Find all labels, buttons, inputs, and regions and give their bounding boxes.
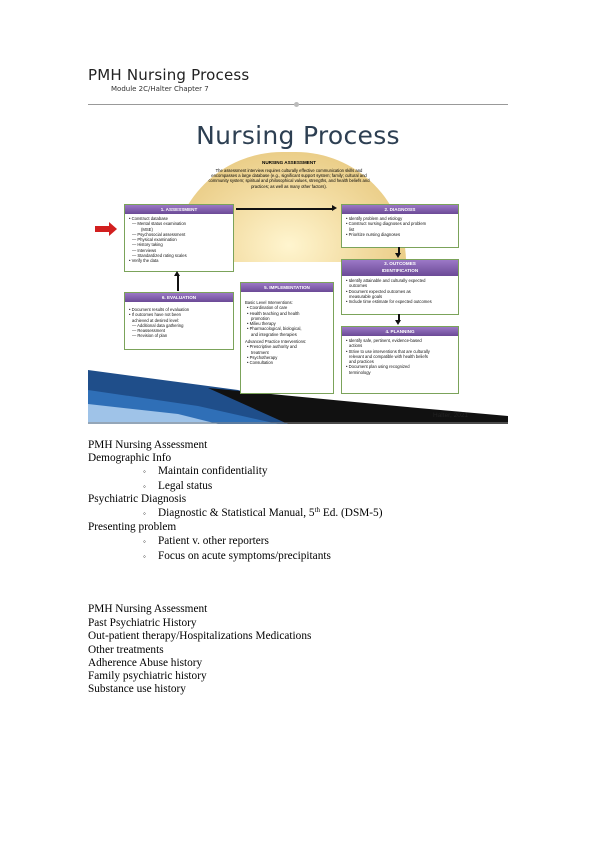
list-item: • Verify the data — [129, 258, 159, 264]
evaluation-to-assessment-arrow — [177, 276, 179, 291]
psychiatric-diagnosis-heading: Psychiatric Diagnosis — [88, 493, 187, 505]
section2-line: Substance use history — [88, 683, 186, 695]
bullet-icon: ◦ — [143, 467, 146, 476]
list-item: — History taking — [132, 242, 163, 248]
list-item: terminology — [349, 369, 371, 375]
dsm-text: Diagnostic & Statistical Manual, 5 — [158, 507, 315, 519]
list-item: • Psychotherapy — [247, 354, 278, 360]
list-item: • Construct database — [129, 216, 168, 221]
section2-line: Out-patient therapy/Hospitalizations Medications — [88, 630, 312, 642]
list-item: Advanced Practice Interventions: — [245, 339, 307, 345]
outcomes-header — [342, 260, 458, 276]
diagnosis-to-outcomes-arrow — [398, 247, 400, 253]
list-item: • Include time estimate for expected outcomes — [346, 299, 432, 305]
section2-line: Adherence Abuse history — [88, 657, 203, 669]
diagnosis-box — [341, 204, 459, 248]
list-item: and practices — [349, 359, 374, 365]
list-item: relevant and compatible with health beliefs — [349, 353, 428, 359]
list-item: • Consultation — [247, 360, 273, 366]
evaluation-header: 6. EVALUATION — [125, 293, 233, 302]
diagnosis-header: 2. DIAGNOSIS — [342, 205, 458, 214]
implementation-list — [241, 292, 333, 366]
presenting-item: Patient v. other reporters — [158, 535, 269, 547]
evaluation-box — [124, 292, 234, 350]
assessment-to-diagnosis-arrow — [236, 208, 332, 210]
demographic-item: Legal status — [158, 480, 213, 492]
banner-title: NURSING ASSESSMENT — [262, 160, 316, 165]
dsm-item — [158, 507, 382, 520]
list-item: • Coordination of care — [247, 305, 288, 311]
banner-text: The assessment interview requires culturally effective communication skills and encompasses a large database (e.g., significant support system; family; cultural and community system; spiritual and philosophical values, strengths, and health beliefs and practices; as well as many other factors). — [208, 168, 370, 189]
list-item: • Document plan using recognized — [346, 364, 410, 370]
image-credit: Halter, 2021 — [433, 412, 469, 419]
planning-list — [342, 336, 458, 375]
assessment-list — [125, 214, 233, 264]
slide-title: Nursing Process — [196, 121, 400, 150]
list-item: measurable goals — [349, 293, 383, 299]
list-item: Basic Level Interventions: — [245, 300, 293, 305]
header-title: PMH Nursing Process — [88, 66, 250, 84]
list-item: treatment — [251, 349, 269, 355]
list-item: • Milieu therapy — [247, 321, 276, 327]
list-item: achieved at desired level: — [132, 317, 180, 323]
outcomes-list — [342, 276, 458, 304]
bullet-icon: ◦ — [143, 482, 146, 491]
demographic-item: Maintain confidentiality — [158, 465, 268, 477]
outcomes-header-line2: IDENTIFICATION — [381, 267, 419, 273]
list-item: • Identify safe, pertinent, evidence-based — [346, 338, 422, 343]
presenting-item: Focus on acute symptoms/precipitants — [158, 550, 331, 562]
dsm-superscript: th — [314, 506, 321, 514]
list-item: • Document expected outcomes as — [346, 288, 411, 294]
list-item: — Standardized rating scales — [132, 253, 187, 259]
list-item: (MSE) — [141, 226, 153, 232]
list-item: — Additional data gathering — [132, 322, 184, 328]
section2-line: PMH Nursing Assessment — [88, 603, 208, 615]
list-item: • Pharmacological, biological, — [247, 326, 302, 332]
list-item: — Physical examination — [132, 237, 177, 243]
list-item: — Reassessment — [132, 328, 166, 334]
list-item: • Prescriptive authority and — [247, 344, 297, 350]
list-item: and integrative therapies — [251, 331, 297, 337]
section2-line: Family psychiatric history — [88, 670, 207, 682]
assessment-box — [124, 204, 234, 272]
dsm-text-end: Ed. (DSM-5) — [320, 507, 383, 519]
diagnosis-list — [342, 214, 458, 237]
bullet-icon: ◦ — [143, 537, 146, 546]
list-item: • Strive to use interventions that are culturally — [346, 348, 430, 354]
list-item: • Construct nursing diagnoses and problem — [346, 221, 427, 227]
list-item: list — [349, 226, 355, 232]
list-item: — Interviews — [132, 247, 157, 253]
red-pointer-arrow — [95, 226, 109, 232]
implementation-box — [240, 282, 334, 394]
list-item: • If outcomes have not been — [129, 312, 181, 318]
list-item: • Document results of evaluation — [129, 307, 190, 312]
outcomes-box — [341, 259, 459, 315]
list-item: • Identify attainable and culturally expected — [346, 278, 426, 283]
list-item: — Mental status examination — [132, 221, 186, 227]
list-item: outcomes — [349, 283, 368, 289]
list-item: actions — [349, 343, 363, 349]
bullet-icon: ◦ — [143, 509, 146, 518]
list-item: • Health teaching and health — [247, 310, 300, 316]
demographic-heading: Demographic Info — [88, 452, 172, 464]
outcomes-header-line1: 3. OUTCOMES — [384, 261, 416, 266]
list-item: • Prioritize nursing diagnoses — [346, 231, 401, 237]
header-subtitle: Module 2C/Halter Chapter 7 — [111, 85, 209, 93]
planning-header: 4. PLANNING — [342, 327, 458, 336]
list-item: promotion — [251, 315, 270, 321]
implementation-header: 5. IMPLEMENTATION — [241, 283, 333, 292]
planning-box — [341, 326, 459, 394]
assessment-header: 1. ASSESSMENT — [125, 205, 233, 214]
list-item: • Identify problem and etiology — [346, 216, 403, 221]
list-item: — Psychosocial assessment — [132, 231, 186, 237]
list-item: — Revision of plan — [132, 333, 168, 339]
nursing-process-slide — [88, 108, 508, 424]
section2-line: Past Psychiatric History — [88, 617, 197, 629]
outcomes-to-planning-arrow — [398, 314, 400, 320]
divider-ornament — [294, 102, 299, 107]
bullet-icon: ◦ — [143, 552, 146, 561]
presenting-problem-heading: Presenting problem — [88, 521, 177, 533]
section2-line: Other treatments — [88, 644, 164, 656]
section1-heading: PMH Nursing Assessment — [88, 439, 208, 451]
evaluation-list — [125, 302, 233, 339]
